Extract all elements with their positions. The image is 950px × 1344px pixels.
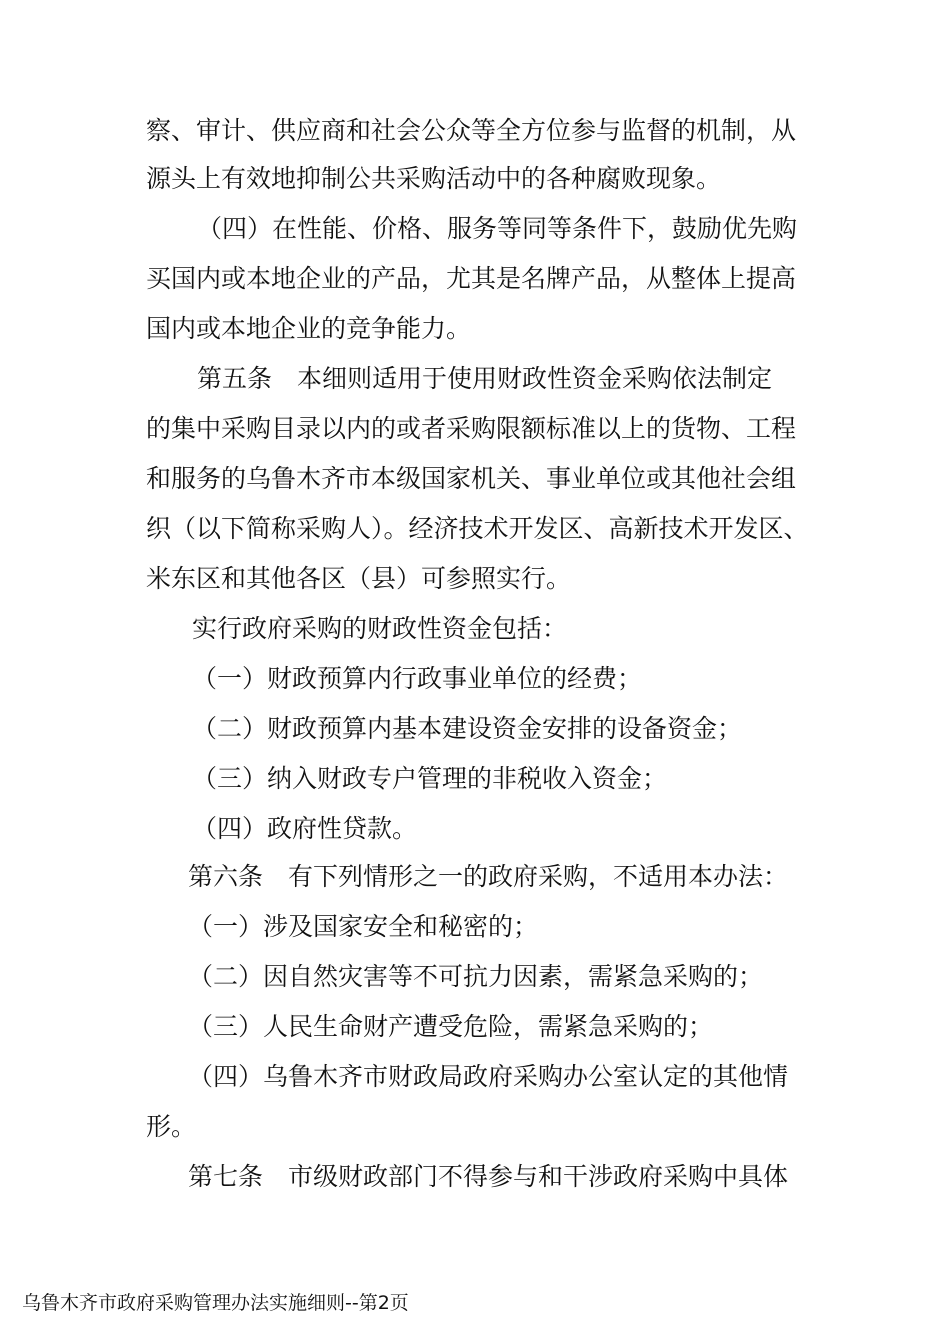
body-line: （四）乌鲁木齐市财政局政府采购办公室认定的其他情 bbox=[188, 1062, 789, 1091]
body-line: 第五条 本细则适用于使用财政性资金采购依法制定 bbox=[197, 364, 773, 393]
body-line: （四）在性能、价格、服务等同等条件下，鼓励优先购 bbox=[197, 214, 798, 243]
body-line: （四）政府性贷款。 bbox=[192, 814, 418, 843]
body-line: （一）财政预算内行政事业单位的经费； bbox=[192, 664, 643, 693]
body-line: 第六条 有下列情形之一的政府采购，不适用本办法： bbox=[188, 862, 789, 891]
body-line: 源头上有效地抑制公共采购活动中的各种腐败现象。 bbox=[146, 164, 722, 193]
body-line: 米东区和其他各区（县）可参照实行。 bbox=[146, 564, 572, 593]
body-line: 实行政府采购的财政性资金包括： bbox=[192, 614, 568, 643]
body-line: 形。 bbox=[146, 1112, 197, 1141]
body-line: （三）纳入财政专户管理的非税收入资金； bbox=[192, 764, 668, 793]
body-line: 买国内或本地企业的产品，尤其是名牌产品，从整体上提高 bbox=[146, 264, 797, 293]
body-line: （三）人民生命财产遭受危险，需紧急采购的； bbox=[188, 1012, 714, 1041]
body-line: 察、审计、供应商和社会公众等全方位参与监督的机制，从 bbox=[146, 116, 797, 145]
body-line: （二）财政预算内基本建设资金安排的设备资金； bbox=[192, 714, 743, 743]
body-line: 第七条 市级财政部门不得参与和干涉政府采购中具体 bbox=[188, 1162, 789, 1191]
body-line: 织（以下简称采购人）。经济技术开发区、高新技术开发区、 bbox=[146, 514, 809, 543]
body-line: （二）因自然灾害等不可抗力因素，需紧急采购的； bbox=[188, 962, 764, 991]
body-line: 和服务的乌鲁木齐市本级国家机关、事业单位或其他社会组 bbox=[146, 464, 797, 493]
body-line: 国内或本地企业的竞争能力。 bbox=[146, 314, 472, 343]
body-line: 的集中采购目录以内的或者采购限额标准以上的货物、工程 bbox=[146, 414, 797, 443]
page-footer: 乌鲁木齐市政府采购管理办法实施细则--第2页 bbox=[22, 1292, 409, 1314]
body-line: （一）涉及国家安全和秘密的； bbox=[188, 912, 539, 941]
